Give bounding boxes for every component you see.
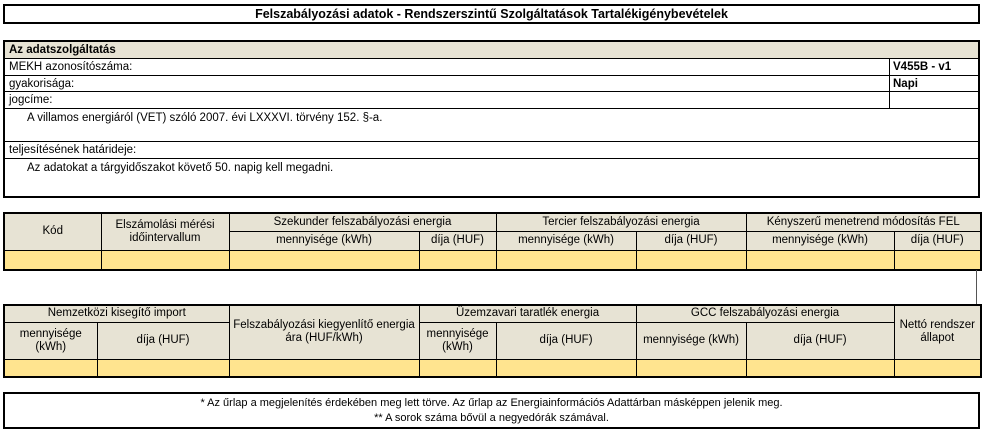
input-cell-import-qty[interactable] [4, 359, 97, 377]
group-header-gcc: GCC felszabályozási energia [636, 305, 894, 322]
input-cell-interval[interactable] [101, 250, 229, 270]
input-cell-tercier-qty[interactable] [496, 250, 636, 270]
input-cell-uzemzavari-fee[interactable] [496, 359, 636, 377]
input-cell-import-fee[interactable] [97, 359, 229, 377]
info-row-mekh-id [5, 59, 978, 76]
deadline-text: Az adatokat a tárgyidőszakot követő 50. napig kell megadni. [27, 162, 334, 174]
reserve-energy-table-2 [3, 304, 982, 378]
col-header-net-state: Nettó rendszer állapot [894, 305, 981, 359]
info-row-legal-title [5, 92, 978, 109]
sub-header-uzemzavari-qty: mennyisége (kWh) [419, 322, 496, 359]
info-row-frequency [5, 76, 978, 92]
data-service-section [3, 40, 980, 198]
col-header-kod: Kód [4, 213, 101, 250]
table-edge-connector-line [976, 270, 977, 305]
mekh-id-label: MEKH azonosítószáma: [9, 61, 133, 73]
reserve-energy-table-1 [3, 212, 982, 271]
legal-title-value [889, 92, 978, 108]
footnote-line-2: ** A sorok száma bővül a negyedórák számával. [374, 411, 609, 424]
input-cell-gcc-qty[interactable] [636, 359, 746, 377]
group-header-tercier: Tercier felszabályozási energia [496, 213, 746, 231]
sub-header-szekunder-fee: díja (HUF) [419, 231, 496, 250]
input-cell-tercier-fee[interactable] [636, 250, 746, 270]
group-header-szekunder: Szekunder felszabályozási energia [229, 213, 496, 231]
group-header-import: Nemzetközi kisegítő import [4, 305, 229, 322]
sub-header-szekunder-qty: mennyisége (kWh) [229, 231, 419, 250]
form-title: Felszabályozási adatok - Rendszerszintű Szolgáltatások Tartalékigénybevételek [3, 4, 980, 24]
input-cell-gcc-fee[interactable] [746, 359, 894, 377]
sub-header-tercier-fee: díja (HUF) [636, 231, 746, 250]
sub-header-kenyszeru-fee: díja (HUF) [894, 231, 981, 250]
deadline-label: teljesítésének határideje: [9, 144, 137, 156]
info-row-deadline [5, 142, 978, 159]
col-header-interval: Elszámolási mérési időintervallum [101, 213, 229, 250]
legal-title-label: jogcíme: [9, 94, 53, 106]
footnote-line-1: * Az űrlap a megjelenítés érdekében meg lett törve. Az űrlap az Energiainformációs Adattárban másképpen jelenik meg. [200, 396, 783, 409]
sub-header-tercier-qty: mennyisége (kWh) [496, 231, 636, 250]
input-cell-szekunder-qty[interactable] [229, 250, 419, 270]
frequency-label: gyakorisága: [9, 77, 75, 90]
sub-header-import-fee: díja (HUF) [97, 322, 229, 359]
input-cell-balancing-price[interactable] [229, 359, 419, 377]
legal-text: A villamos energiáról (VET) szóló 2007. évi LXXXVI. törvény 152. §-a. [5, 109, 978, 142]
input-cell-szekunder-fee[interactable] [419, 250, 496, 270]
sub-header-kenyszeru-qty: mennyisége (kWh) [746, 231, 894, 250]
sub-header-gcc-fee: díja (HUF) [746, 322, 894, 359]
input-cell-uzemzavari-qty[interactable] [419, 359, 496, 377]
sub-header-gcc-qty: mennyisége (kWh) [636, 322, 746, 359]
input-cell-kod[interactable] [4, 250, 101, 270]
group-header-uzemzavari: Üzemzavari taratlék energia [419, 305, 636, 322]
input-cell-kenyszeru-fee[interactable] [894, 250, 981, 270]
section-header: Az adatszolgáltatás [5, 42, 978, 59]
input-cell-net-state[interactable] [894, 359, 981, 377]
sub-header-uzemzavari-fee: díja (HUF) [496, 322, 636, 359]
mekh-id-value: V455B - v1 [889, 59, 978, 75]
col-header-balancing-price: Felszabályozási kiegyenlítő energia ára (HUF/kWh) [229, 305, 419, 359]
group-header-kenyszeru: Kényszerű menetrend módosítás FEL [746, 213, 981, 231]
footnotes [3, 392, 980, 429]
frequency-value: Napi [889, 76, 978, 91]
input-cell-kenyszeru-qty[interactable] [746, 250, 894, 270]
sub-header-import-qty: mennyisége (kWh) [4, 322, 97, 359]
